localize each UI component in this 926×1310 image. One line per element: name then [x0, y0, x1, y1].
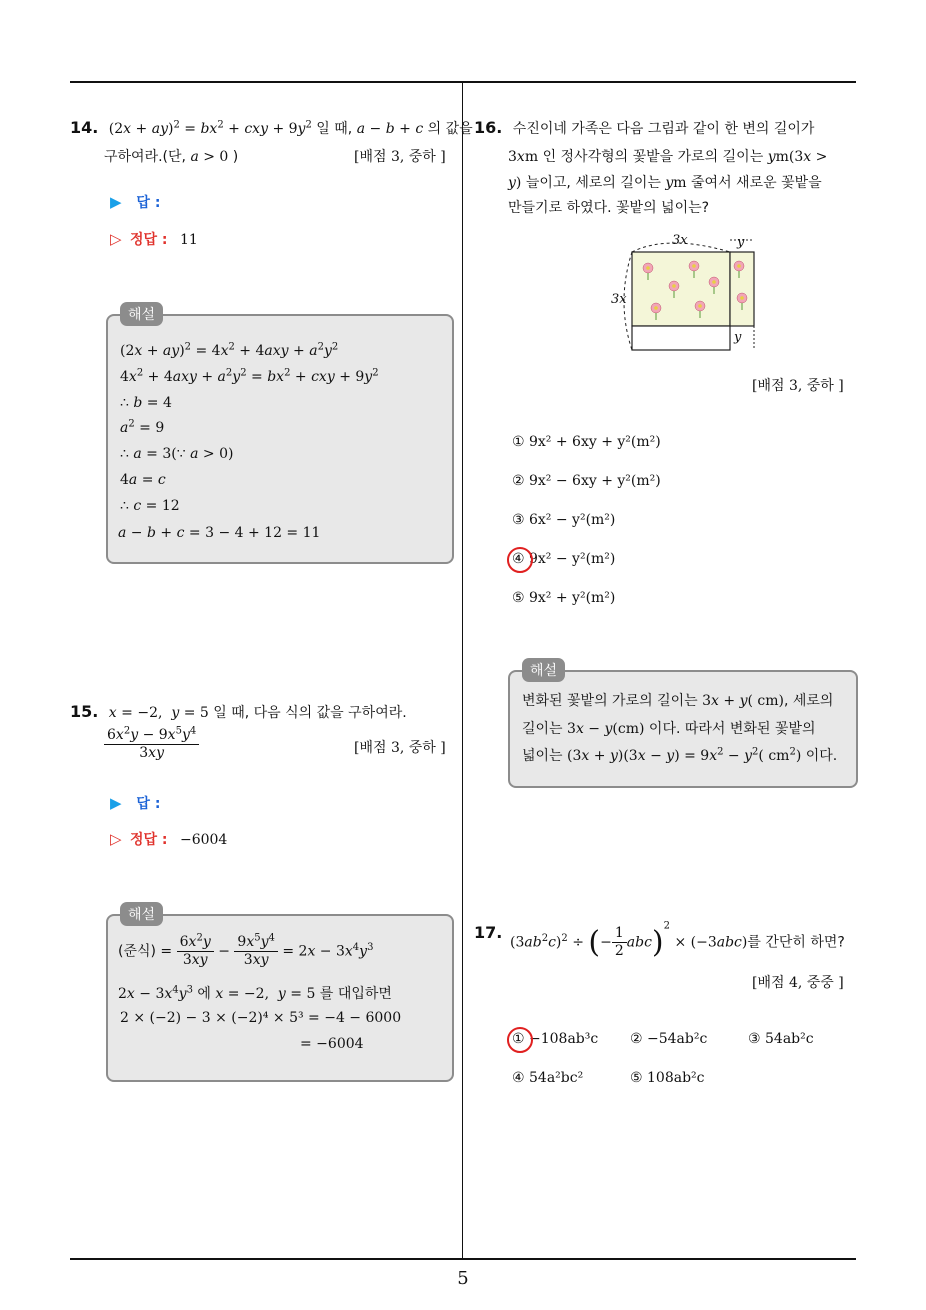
q16-fig-label-y-bottom: y: [734, 330, 742, 345]
q15-text: 일 때, 다음 식의 값을 구하여라.: [213, 705, 407, 721]
q15-final-row: [110, 829, 227, 849]
q14-solution-tag: 해설: [120, 302, 163, 326]
q15-sol-prefix: (준식): [118, 943, 156, 960]
q15-sol-frac-2-den: 3xy: [243, 952, 269, 968]
q16-fig-label-top: 3x: [672, 233, 688, 248]
q14-sol-line-1: $(2x + ay)^2 = 4x^2 + 4axy + a^2y^2$: [120, 341, 339, 359]
q15-numerator: $6x^2y - 9x^5y^4$: [104, 727, 199, 745]
q15-sol-frac-1: [177, 934, 214, 969]
q14-final-value: 11: [179, 232, 198, 248]
page-number: 5: [457, 1268, 469, 1289]
q14-expr: a − b + c: [356, 121, 424, 137]
bottom-rule: [70, 1258, 856, 1260]
q14-number: 14.: [70, 118, 99, 137]
q14-final-label: 정답 :: [130, 232, 168, 248]
q17-number: 17.: [474, 923, 503, 942]
q16-sol-line-3: 넓이는 $(3x + y)(3x - y) = 9x^2 - y^2$( $cm^2$) 이다.: [522, 746, 838, 764]
q15-sol-line-1: (준식) = $\frac{6x^2y}{3xy}$ − $\frac{9x^5y^4}{3xy}$ = $2x - 3x^4y^3$: [118, 932, 374, 968]
q16-line4: 만들기로 하였다. 꽃밭의 넓이는?: [508, 200, 710, 216]
top-rule: [70, 81, 856, 83]
q16-text-3a: 늘이고, 세로의 길이는: [525, 175, 661, 191]
q16-line2: 3xm 인 정사각형의 꽃밭을 가로의 길이는 ym(3x >: [508, 149, 828, 165]
outline-triangle-icon: ▷: [110, 830, 122, 848]
play-icon: ▶: [110, 193, 122, 211]
q16-choice-1[interactable]: ① 9x² + 6xy + y²(m²): [512, 434, 661, 450]
q16-choice-2[interactable]: ② 9x² − 6xy + y²(m²): [512, 473, 661, 489]
q17-half-num: 1: [612, 925, 627, 943]
q14-line1: [70, 118, 473, 138]
q15-final-value: −6004: [179, 832, 228, 848]
q16-fig-label-y-top: y: [737, 235, 745, 250]
q17-score: [배점 4, 중중 ]: [752, 975, 844, 991]
q16-sol-2a: 길이는: [522, 721, 563, 737]
outline-triangle-icon: ▷: [110, 230, 122, 248]
q15-denominator: 3xy: [139, 745, 164, 761]
q15-fraction: [104, 727, 199, 762]
q14-sol-line-4: $a^2 = 9$: [120, 418, 165, 436]
q17-choice-2[interactable]: ② −54ab²c: [630, 1031, 708, 1047]
q14-text-b: 의 값을: [427, 121, 473, 137]
column-divider: [462, 82, 463, 1260]
q15-sol-frac-2: [234, 934, 278, 969]
q16-line1: [474, 118, 814, 138]
q16-choice-5[interactable]: ⑤ 9x² + y²(m²): [512, 590, 616, 606]
q16-sol-2b: 이다. 따라서 변화된 꽃밭의: [648, 721, 816, 737]
q15-line1: [70, 702, 407, 722]
q16-fig-label-left: 3x: [611, 292, 627, 307]
q17-choice-4[interactable]: ④ 54a²bc²: [512, 1070, 584, 1086]
q16-text-3b: 줄여서 새로운 꽃밭을: [691, 175, 822, 191]
q15-sol-mid: 에: [197, 986, 211, 1002]
q14-sol-line-7: ∴ c = 12: [120, 498, 180, 514]
q16-number: 16.: [474, 118, 503, 137]
q15-sol-frac-2-num: $9x^5y^4$: [234, 934, 278, 952]
q15-answer-label: 답 :: [136, 796, 161, 812]
q14-sol-line-5: ∴ a = 3(∵ a > 0): [120, 446, 234, 462]
q14-sol-line-8: a − b + c = 3 − 4 + 12 = 11: [118, 525, 321, 541]
q15-values: x = −2, y = 5: [108, 705, 209, 721]
q16-sol-line-2: 길이는 3x − y(cm) 이다. 따라서 변화된 꽃밭의: [522, 721, 816, 737]
q16-line3: y) 늘이고, 세로의 길이는 ym 줄여서 새로운 꽃밭을: [508, 175, 822, 191]
q16-score: [배점 3, 중하 ]: [752, 378, 844, 394]
q17-text: 를 간단히 하면?: [747, 934, 845, 951]
q15-sol-line-3: 2 × (−2) − 3 × (−2)⁴ × 5³ = −4 − 6000: [120, 1010, 402, 1026]
q15-sol-frac-1-den: 3xy: [182, 952, 208, 968]
q16-text-2: 인 정사각형의 꽃밭을 가로의 길이는: [542, 149, 764, 165]
q15-solution-tag: 해설: [120, 902, 163, 926]
q16-text-1: 수진이네 가족은 다음 그림과 같이 한 변의 길이가: [512, 121, 815, 137]
q14-sol-line-2: $4x^2 + 4axy + a^2y^2 = bx^2$ + cxy + $9y^2$: [120, 367, 379, 385]
play-icon: ▶: [110, 794, 122, 812]
q14-score: [배점 3, 중하 ]: [354, 149, 446, 165]
q17-half-den: 2: [614, 943, 624, 959]
q15-fraction-expr: [104, 727, 199, 762]
q16-choice-4[interactable]: ④ 9x² − y²(m²): [512, 551, 616, 567]
q15-sol-line-4: = −6004: [300, 1036, 364, 1052]
q17-half-fraction: [612, 925, 627, 960]
q15-sol-frac-1-num: $6x^2y$: [177, 934, 214, 952]
q15-sol-tail: 를 대입하면: [319, 986, 392, 1002]
q14-answer-label: 답 :: [136, 195, 161, 211]
q16-sol-3b: 이다.: [805, 748, 838, 764]
q15-sol-line-2: $2x - 3x^4y^3$ 에 x = −2, y = 5 를 대입하면: [118, 984, 392, 1002]
q14-condition: a > 0: [190, 149, 229, 165]
q16-sol-1a: 변화된 꽃밭의 가로의 길이는: [522, 693, 698, 709]
q14-condition-label: 구하여라.(단,: [104, 149, 186, 165]
q16-choice-3[interactable]: ③ 6x² − y²(m²): [512, 512, 616, 528]
q14-sol-line-3: ∴ b = 4: [120, 395, 172, 411]
q17-choice-1[interactable]: ① −108ab³c: [512, 1031, 599, 1047]
q15-number: 15.: [70, 702, 99, 721]
q14-line2: [104, 146, 238, 166]
q14-answer-row: [110, 192, 160, 212]
q17-expression: $(3ab^2c)^2$ ÷ (− $\frac{1}{2}$ abc)$^2$ × (−3abc)를 간단히 하면?: [510, 920, 845, 960]
q15-final-label: 정답 :: [130, 832, 168, 848]
q17-choice-3[interactable]: ③ 54ab²c: [748, 1031, 814, 1047]
q17-choice-5[interactable]: ⑤ 108ab²c: [630, 1070, 705, 1086]
q14-final-row: [110, 229, 198, 249]
q16-sol-1b: , 세로의: [783, 693, 834, 709]
q15-score: [배점 3, 중하 ]: [354, 740, 446, 756]
q14-condition-close: ): [232, 149, 239, 165]
q17-number-line: [474, 923, 508, 942]
q16-sol-line-1: 변화된 꽃밭의 가로의 길이는 3x + y( cm), 세로의: [522, 693, 834, 709]
q14-equation: $(2x + ay)^2 = bx^2$ + cxy + $9y^2$: [108, 119, 312, 137]
q15-answer-row: [110, 793, 160, 813]
q14-text-a: 일 때,: [316, 121, 353, 137]
q16-solution-tag: 해설: [522, 658, 565, 682]
q17-selected-circle: [507, 1027, 533, 1053]
q16-sol-3a: 넓이는: [522, 748, 563, 764]
q16-selected-circle: [507, 547, 533, 573]
q14-sol-line-6: 4a = c: [120, 472, 166, 488]
